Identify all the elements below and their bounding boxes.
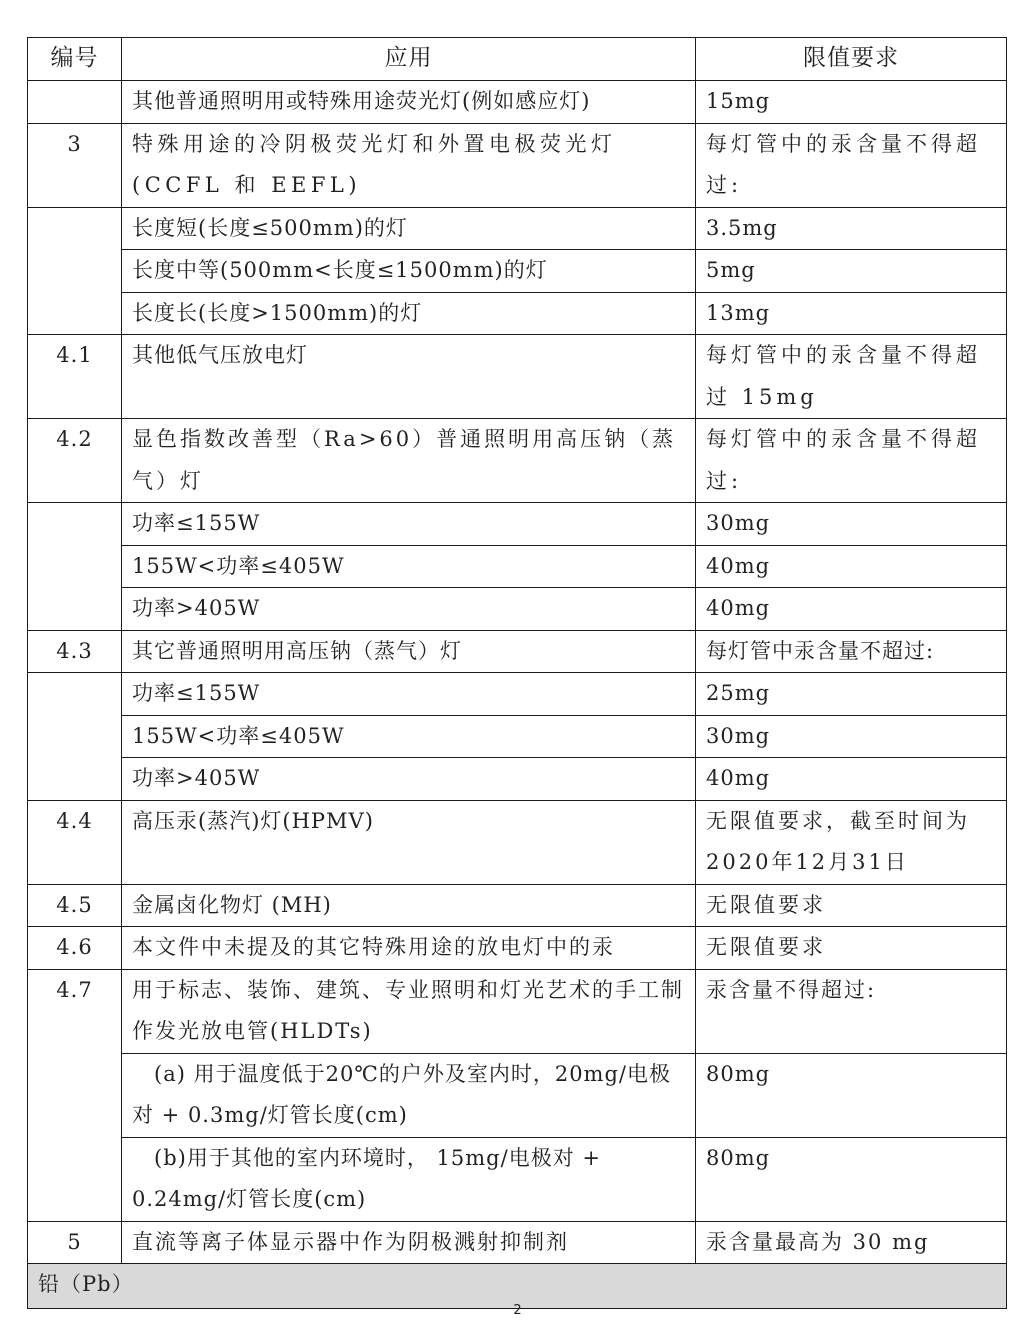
- row-limit: 40mg: [696, 758, 1007, 801]
- row-limit: 25mg: [696, 673, 1007, 716]
- table-row: [28, 588, 1007, 631]
- row-application: 功率>405W: [122, 758, 696, 801]
- row-application: 功率>405W: [122, 588, 696, 631]
- row-number: [28, 1137, 122, 1221]
- table-row: [28, 335, 1007, 419]
- row-number: [28, 588, 122, 631]
- row-number: 3: [28, 123, 122, 207]
- table-row: [28, 884, 1007, 927]
- row-limit: 汞含量不得超过:: [696, 969, 1007, 1053]
- section-row-lead: [28, 1264, 1007, 1309]
- row-number: 4.5: [28, 884, 122, 927]
- row-limit: 15mg: [696, 81, 1007, 124]
- table-row: [28, 758, 1007, 801]
- header-number: 编号: [28, 38, 122, 81]
- row-application: 155W<功率≤405W: [122, 545, 696, 588]
- row-limit: 每灯管中的汞含量不得超过:: [696, 123, 1007, 207]
- row-application: 长度中等(500mm<长度≤1500mm)的灯: [122, 250, 696, 293]
- row-limit: 无限值要求: [696, 927, 1007, 970]
- row-limit: 80mg: [696, 1053, 1007, 1137]
- table-row: [28, 250, 1007, 293]
- mercury-limits-table: [27, 37, 1007, 1309]
- row-application-text: (b)用于其他的室内环境时， 15mg/电极对 + 0.24mg/灯管长度(cm): [132, 1145, 601, 1211]
- table-row: [28, 1221, 1007, 1264]
- table-row: [28, 1137, 1007, 1221]
- row-application: 直流等离子体显示器中作为阴极溅射抑制剂: [122, 1221, 696, 1264]
- table-row: [28, 419, 1007, 503]
- table-row: [28, 503, 1007, 546]
- row-application: 其它普通照明用高压钠（蒸气）灯: [122, 630, 696, 673]
- table-row: [28, 800, 1007, 884]
- row-limit: 每灯管中的汞含量不得超过:: [696, 419, 1007, 503]
- row-number: 4.4: [28, 800, 122, 884]
- table-row: [28, 630, 1007, 673]
- row-application: 本文件中未提及的其它特殊用途的放电灯中的汞: [122, 927, 696, 970]
- row-number: [28, 758, 122, 801]
- row-limit: 无限值要求，截至时间为2020年12月31日: [696, 800, 1007, 884]
- row-limit: 汞含量最高为 30 mg: [696, 1221, 1007, 1264]
- row-number: [28, 1053, 122, 1137]
- row-number: [28, 292, 122, 335]
- row-application: 其他普通照明用或特殊用途荧光灯(例如感应灯): [122, 81, 696, 124]
- row-application: 高压汞(蒸汽)灯(HPMV): [122, 800, 696, 884]
- header-application: 应用: [122, 38, 696, 81]
- row-number: 5: [28, 1221, 122, 1264]
- row-application: 功率≤155W: [122, 503, 696, 546]
- row-number: [28, 207, 122, 250]
- row-number: 4.2: [28, 419, 122, 503]
- row-application: 显色指数改善型（Ra>60）普通照明用高压钠（蒸气）灯: [122, 419, 696, 503]
- table-row: [28, 673, 1007, 716]
- table-row: [28, 545, 1007, 588]
- table-row: [28, 715, 1007, 758]
- row-application: 长度长(长度>1500mm)的灯: [122, 292, 696, 335]
- table-row: [28, 81, 1007, 124]
- row-number: [28, 715, 122, 758]
- row-application: 用于标志、装饰、建筑、专业照明和灯光艺术的手工制作发光放电管(HLDTs): [122, 969, 696, 1053]
- row-limit: 30mg: [696, 715, 1007, 758]
- row-number: [28, 81, 122, 124]
- row-application: 155W<功率≤405W: [122, 715, 696, 758]
- table-row: [28, 927, 1007, 970]
- table-header-row: [28, 38, 1007, 81]
- row-number: [28, 673, 122, 716]
- row-limit: 5mg: [696, 250, 1007, 293]
- row-limit: 13mg: [696, 292, 1007, 335]
- row-limit: 30mg: [696, 503, 1007, 546]
- row-number: 4.6: [28, 927, 122, 970]
- row-application: [122, 1137, 696, 1221]
- table-row: [28, 969, 1007, 1053]
- table-row: [28, 292, 1007, 335]
- row-limit: 每灯管中的汞含量不得超过 15mg: [696, 335, 1007, 419]
- table-row: [28, 1053, 1007, 1137]
- row-limit: 80mg: [696, 1137, 1007, 1221]
- row-application-text: (a) 用于温度低于20℃的户外及室内时，20mg/电极对 + 0.3mg/灯管长度(cm): [132, 1061, 671, 1127]
- table-row: [28, 123, 1007, 207]
- row-limit: 无限值要求: [696, 884, 1007, 927]
- row-limit: 每灯管中汞含量不超过:: [696, 630, 1007, 673]
- row-number: [28, 545, 122, 588]
- row-number: [28, 503, 122, 546]
- row-number: 4.1: [28, 335, 122, 419]
- row-application: 金属卤化物灯 (MH): [122, 884, 696, 927]
- row-limit: 40mg: [696, 588, 1007, 631]
- row-number: [28, 250, 122, 293]
- section-label: 铅（Pb）: [28, 1264, 1007, 1309]
- table-row: [28, 207, 1007, 250]
- header-limit: 限值要求: [696, 38, 1007, 81]
- row-number: 4.7: [28, 969, 122, 1053]
- row-application: 特殊用途的冷阴极荧光灯和外置电极荧光灯 (CCFL 和 EEFL): [122, 123, 696, 207]
- page-number: 2: [513, 1303, 522, 1318]
- row-limit: 3.5mg: [696, 207, 1007, 250]
- row-application: [122, 1053, 696, 1137]
- row-application: 其他低气压放电灯: [122, 335, 696, 419]
- row-limit: 40mg: [696, 545, 1007, 588]
- row-number: 4.3: [28, 630, 122, 673]
- row-application: 功率≤155W: [122, 673, 696, 716]
- row-application: 长度短(长度≤500mm)的灯: [122, 207, 696, 250]
